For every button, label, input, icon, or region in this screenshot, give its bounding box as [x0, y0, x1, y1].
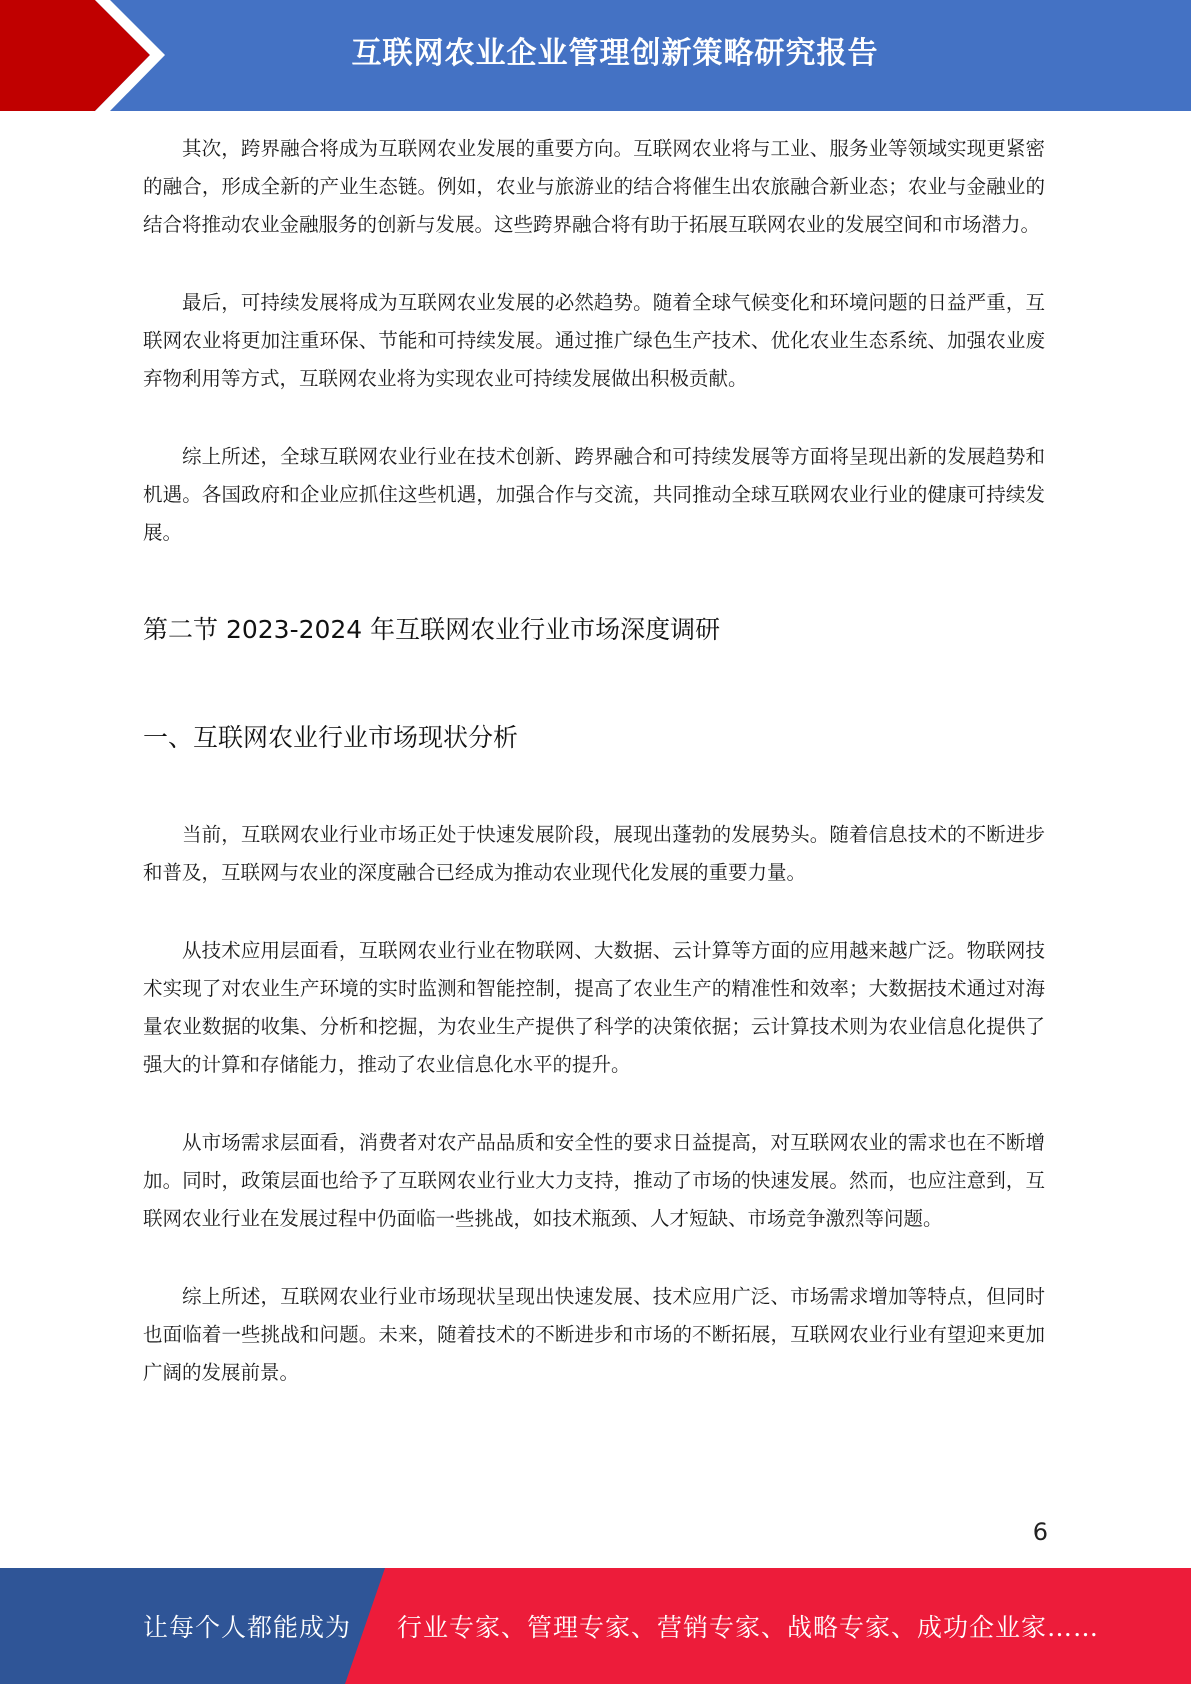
page-number: 6: [1032, 1518, 1048, 1546]
page-header: [0, 0, 1191, 111]
page-footer: [0, 1568, 1191, 1684]
paragraph: 综上所述，全球互联网农业行业在技术创新、跨界融合和可持续发展等方面将呈现出新的发展趋势和机遇。各国政府和企业应抓住这些机遇，加强合作与交流，共同推动全球互联网农业行业的健康可持续发展。: [143, 445, 1045, 544]
footer-slogan-left: 让每个人都能成为: [143, 1613, 352, 1642]
spacer: [143, 646, 1045, 718]
footer-slogan-right: 行业专家、管理专家、营销专家、战略专家、成功企业家……: [397, 1613, 1100, 1642]
document-title: 互联网农业企业管理创新策略研究报告: [351, 36, 879, 71]
section-heading: 第二节 2023-2024 年互联网农业行业市场深度调研: [143, 615, 721, 644]
main-content: [143, 130, 1045, 1392]
paragraph: 综上所述，互联网农业行业市场现状呈现出快速发展、技术应用广泛、市场需求增加等特点，但同时也面临着一些挑战和问题。未来，随着技术的不断进步和市场的不断拓展，互联网农业行业有望迎来更加广阔的发展前景。: [143, 1285, 1045, 1384]
paragraph: 最后，可持续发展将成为互联网农业发展的必然趋势。随着全球气候变化和环境问题的日益严重，互联网农业将更加注重环保、节能和可持续发展。通过推广绿色生产技术、优化农业生态系统、加强农业废弃物利用等方式，互联网农业将为实现农业可持续发展做出积极贡献。: [143, 291, 1045, 390]
paragraph: 其次，跨界融合将成为互联网农业发展的重要方向。互联网农业将与工业、服务业等领域实现更紧密的融合，形成全新的产业生态链。例如，农业与旅游业的结合将催生出农旅融合新业态；农业与金融业的结合将推动农业金融服务的创新与发展。这些跨界融合将有助于拓展互联网农业的发展空间和市场潜力。: [143, 137, 1045, 236]
subsection-heading: 一、互联网农业行业市场现状分析: [143, 723, 519, 752]
spacer: [143, 552, 1045, 610]
spacer: [143, 892, 1045, 932]
spacer: [143, 244, 1045, 284]
spacer: [143, 1238, 1045, 1278]
spacer: [143, 754, 1045, 816]
spacer: [143, 398, 1045, 438]
paragraph: 从市场需求层面看，消费者对农产品品质和安全性的要求日益提高，对互联网农业的需求也在不断增加。同时，政策层面也给予了互联网农业行业大力支持，推动了市场的快速发展。然而，也应注意到，互联网农业行业在发展过程中仍面临一些挑战，如技术瓶颈、人才短缺、市场竞争激烈等问题。: [143, 1131, 1045, 1230]
paragraph: 从技术应用层面看，互联网农业行业在物联网、大数据、云计算等方面的应用越来越广泛。物联网技术实现了对农业生产环境的实时监测和智能控制，提高了农业生产的精准性和效率；大数据技术通过对海量农业数据的收集、分析和挖掘，为农业生产提供了科学的决策依据；云计算技术则为农业信息化提供了强大的计算和存储能力，推动了农业信息化水平的提升。: [143, 939, 1045, 1076]
paragraph: 当前，互联网农业行业市场正处于快速发展阶段，展现出蓬勃的发展势头。随着信息技术的不断进步和普及，互联网与农业的深度融合已经成为推动农业现代化发展的重要力量。: [143, 823, 1045, 884]
spacer: [143, 1084, 1045, 1124]
